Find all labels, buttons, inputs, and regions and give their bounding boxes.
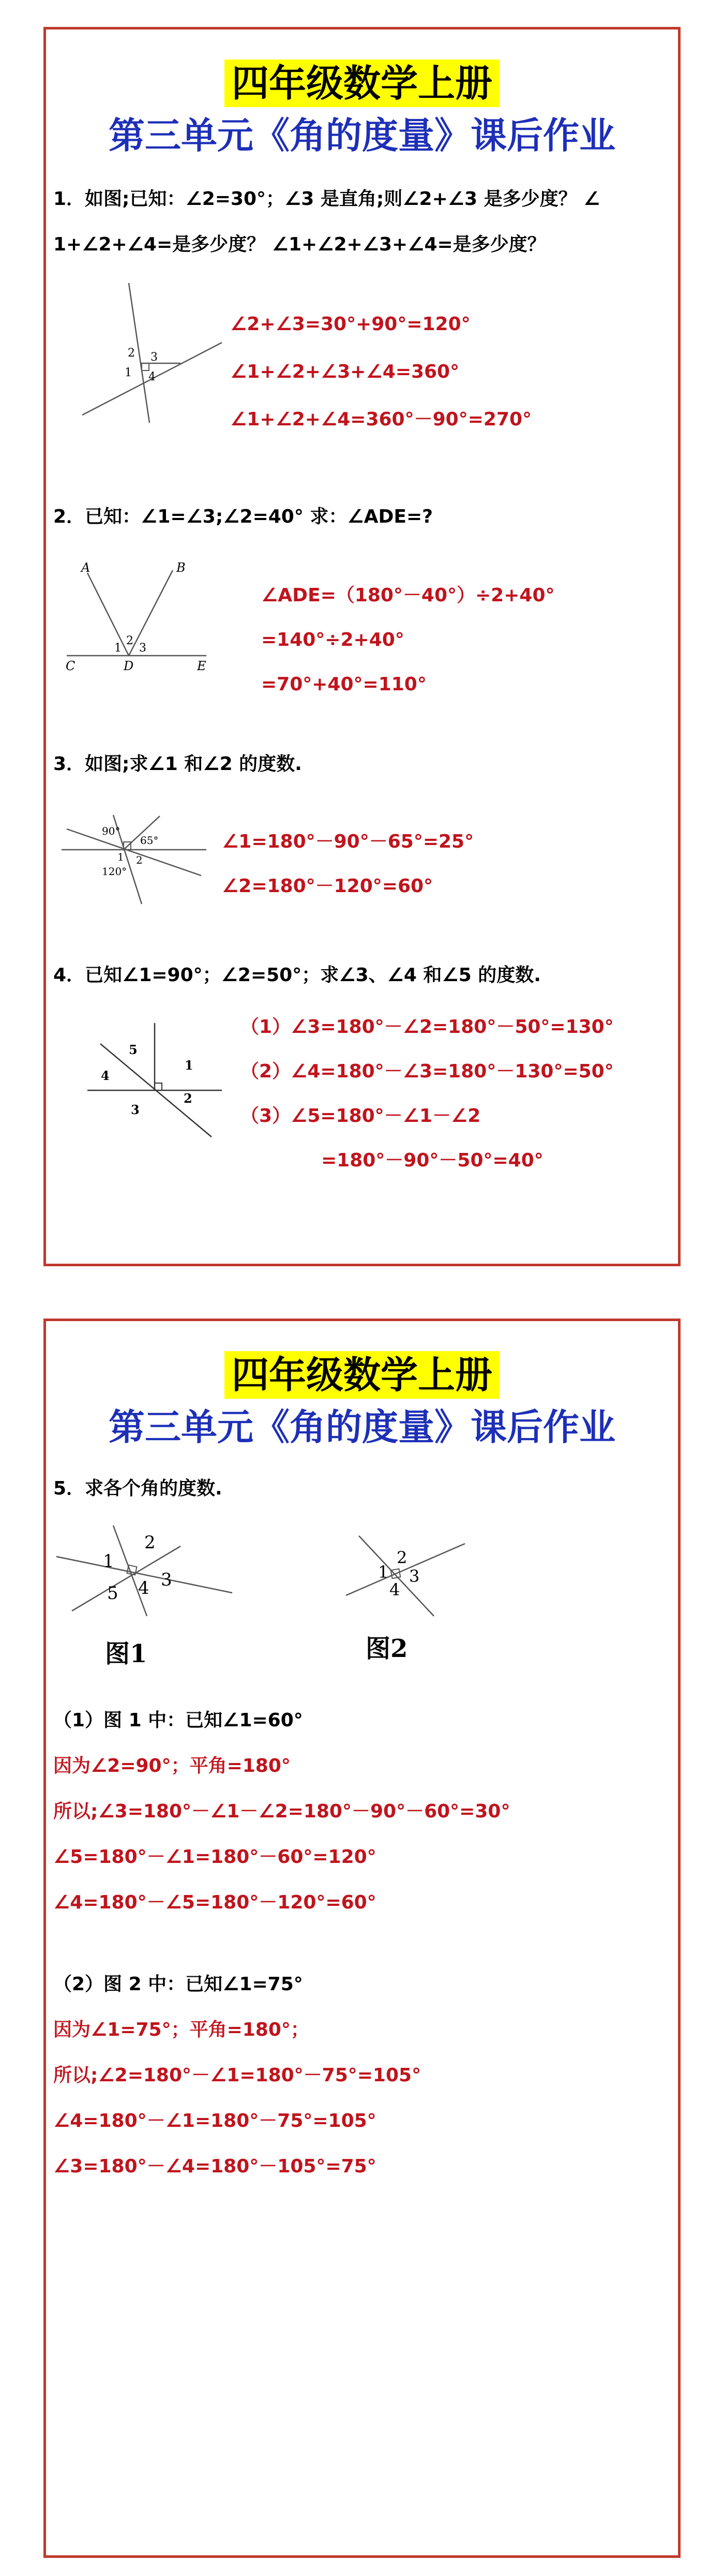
q2-label-3: 3 xyxy=(139,642,146,655)
q4-label-3: 3 xyxy=(131,1102,140,1117)
q1-answer-3: ∠1+∠2+∠4=360°－90°=270° xyxy=(230,409,532,430)
q1-answer-1: ∠2+∠3=30°+90°=120° xyxy=(230,314,471,335)
q3-text-line1: 3．如图;求∠1 和∠2 的度数. xyxy=(53,753,302,775)
fig1-label-3: 3 xyxy=(161,1570,172,1590)
q5-part1-line1: 因为∠2=90°；平角=180° xyxy=(53,1755,291,1776)
q1-diagram xyxy=(72,273,237,438)
q4-label-2: 2 xyxy=(184,1091,192,1106)
q1-label-4: 4 xyxy=(148,371,156,383)
q4-text-line1: 4．已知∠1=90°；∠2=50°；求∠3、∠4 和∠5 的度数. xyxy=(53,965,541,986)
q2-label-C: C xyxy=(66,659,76,673)
fig1-label-2: 2 xyxy=(144,1532,156,1553)
q5-part2-line4: ∠3=180°－∠4=180°－105°=75° xyxy=(53,2156,376,2177)
q2-label-1: 1 xyxy=(114,642,122,655)
fig2-label-1: 1 xyxy=(378,1562,389,1582)
q2-diagram xyxy=(56,557,212,676)
q1-label-1: 1 xyxy=(125,366,132,379)
q5-part2-line3: ∠4=180°－∠1=180°－75°=105° xyxy=(53,2110,376,2131)
worksheet-page-1 xyxy=(43,27,681,1266)
q1-label-3: 3 xyxy=(150,351,158,364)
q3-label-65: 65° xyxy=(140,834,159,847)
q3-answer-1: ∠1=180°－90°－65°=25° xyxy=(222,831,474,852)
q1-text-line1: 1．如图;已知：∠2=30°；∠3 是直角;则∠2+∠3 是多少度？ ∠ xyxy=(53,188,600,210)
q5-figure-1-caption: 图1 xyxy=(105,1639,147,1668)
q2-answer-3: =70°+40°=110° xyxy=(261,674,427,695)
fig1-label-4: 4 xyxy=(138,1578,149,1598)
q5-part1-line4: ∠4=180°－∠5=180°－120°=60° xyxy=(53,1892,376,1913)
q5-part2-line1: 因为∠1=75°；平角=180°； xyxy=(53,2019,309,2040)
q4-answer-3: （3）∠5=180°－∠1－∠2 xyxy=(240,1105,481,1127)
q2-label-E: E xyxy=(197,659,206,673)
q2-label-A: A xyxy=(81,560,90,575)
q5-figure-2-caption: 图2 xyxy=(366,1634,408,1663)
q3-label-1: 1 xyxy=(117,851,124,863)
page-title: 四年级数学上册 xyxy=(224,1351,500,1399)
q4-label-1: 1 xyxy=(185,1058,193,1073)
q3-answer-2: ∠2=180°－120°=60° xyxy=(222,876,433,897)
q2-answer-2: =140°÷2+40° xyxy=(261,629,404,650)
q1-label-2: 2 xyxy=(128,347,135,360)
fig2-label-2: 2 xyxy=(397,1548,408,1567)
q5-text-line1: 5．求各个角的度数. xyxy=(53,1478,222,1499)
q5-part2-heading: （2）图 2 中：已知∠1=75° xyxy=(53,1974,303,1995)
q2-text-line1: 2．已知：∠1=∠3;∠2=40° 求：∠ADE=? xyxy=(53,506,433,527)
q4-diagram xyxy=(77,1013,232,1147)
fig1-label-1: 1 xyxy=(103,1551,114,1572)
fig2-label-4: 4 xyxy=(389,1580,400,1600)
q4-answer-2: （2）∠4=180°－∠3=180°－130°=50° xyxy=(240,1061,614,1082)
q1-answer-2: ∠1+∠2+∠3+∠4=360° xyxy=(230,361,460,382)
q3-label-90: 90° xyxy=(102,825,120,837)
q5-figure-1 xyxy=(51,1510,237,1619)
q2-label-2: 2 xyxy=(126,634,133,647)
q2-answer-1: ∠ADE=（180°－40°）÷2+40° xyxy=(261,585,555,606)
q3-label-120: 120° xyxy=(102,865,127,878)
page-subtitle: 第三单元《角的度量》课后作业 xyxy=(109,1405,615,1448)
q4-answer-4: =180°－90°－50°=40° xyxy=(321,1150,544,1171)
q2-label-D: D xyxy=(124,659,134,673)
q5-figure-2 xyxy=(336,1518,480,1621)
page-title: 四年级数学上册 xyxy=(224,60,500,107)
fig1-label-5: 5 xyxy=(107,1583,118,1604)
fig2-label-3: 3 xyxy=(409,1566,420,1586)
q2-label-B: B xyxy=(176,560,186,575)
q5-part1-line3: ∠5=180°－∠1=180°－60°=120° xyxy=(53,1846,376,1868)
worksheet-page-2 xyxy=(43,1319,681,2558)
q5-part1-line2: 所以;∠3=180°－∠1－∠2=180°－90°－60°=30° xyxy=(53,1801,510,1822)
page-subtitle: 第三单元《角的度量》课后作业 xyxy=(109,114,615,157)
q1-text-line2: 1+∠2+∠4=是多少度？ ∠1+∠2+∠3+∠4=是多少度？ xyxy=(53,234,546,255)
q3-diagram xyxy=(56,801,212,914)
q4-label-5: 5 xyxy=(129,1042,138,1057)
q4-answer-1: （1）∠3=180°－∠2=180°－50°=130° xyxy=(240,1016,614,1038)
q4-label-4: 4 xyxy=(101,1068,110,1083)
q3-label-2: 2 xyxy=(136,854,143,866)
q5-part2-line2: 所以;∠2=180°－∠1=180°－75°=105° xyxy=(53,2065,421,2086)
q5-part1-heading: （1）图 1 中：已知∠1=60° xyxy=(53,1710,303,1731)
